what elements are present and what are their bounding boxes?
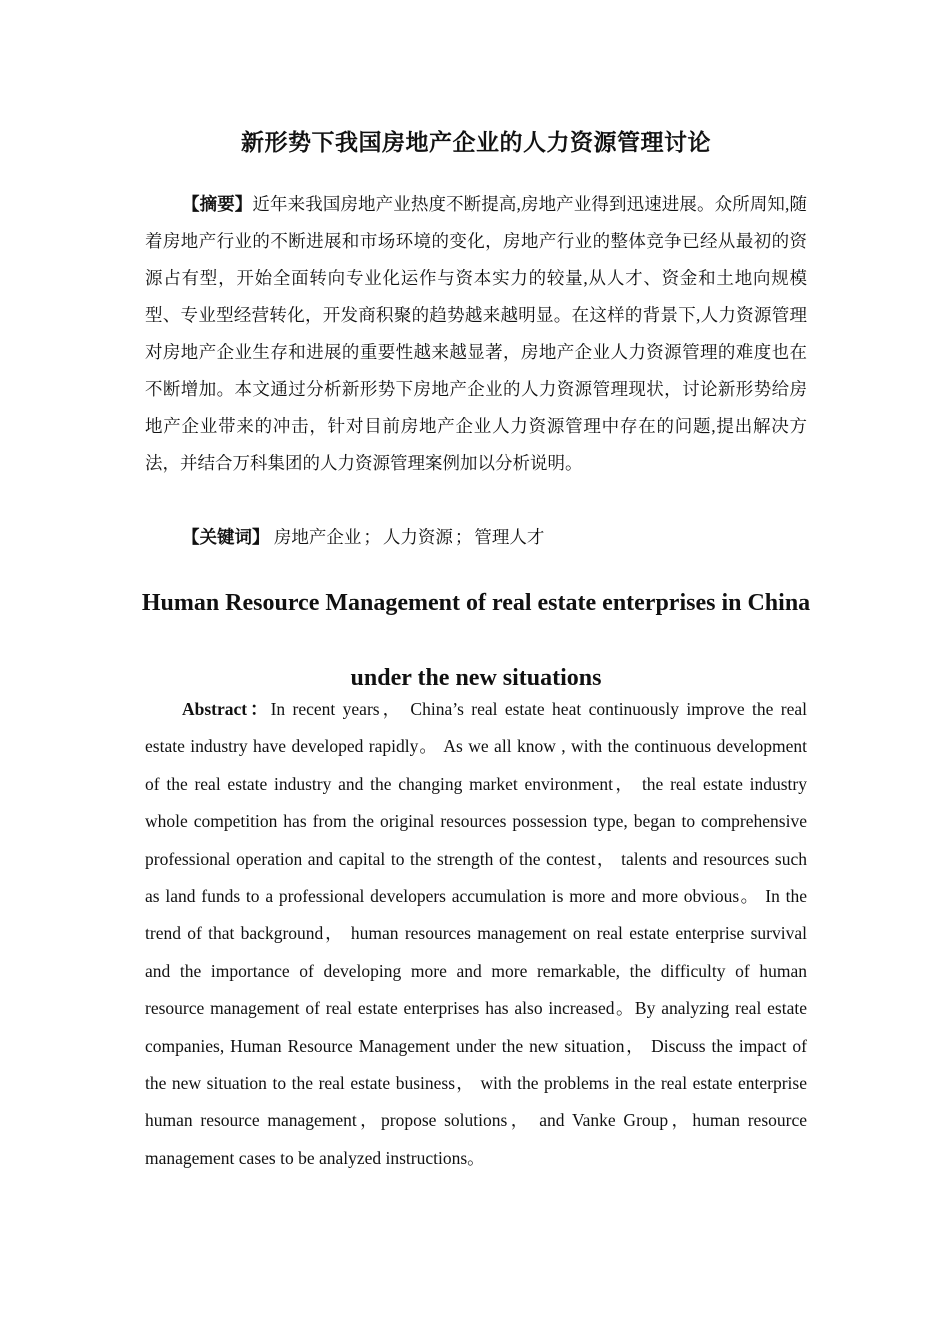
english-title: Human Resource Management of real estate enterprises in China under the new situations [141, 590, 811, 691]
english-abstract-text: In recent years， China’s real estate heat continuously improve the real estate industry have developed rapidly。 As we all know , with the continuous development of the real estate industry and the changing market environment， the real estate industry whole competition has from the original resources possession type, began to comprehensive professional operation and capital to the strength of the contest， talents and resources such as land funds to a professional developers accumulation is more and more obvious。 In the trend of that background， human resources management on real estate enterprise survival and the importance of developing more and more remarkable, the difficulty of human resource management of real estate enterprises has also increased。By analyzing real estate companies, Human Resource Management under the new situation， Discuss the impact of the new situation to the real estate business， with the problems in the real estate enterprise human resource management，propose solutions， and Vanke Group，human resource management cases to be analyzed instructions。 [145, 699, 807, 1168]
keyword-separator: ； [363, 527, 381, 547]
chinese-keywords [145, 519, 807, 556]
english-abstract [145, 691, 807, 1177]
chinese-keywords-label: 【关键词】 [182, 527, 270, 547]
chinese-abstract [145, 186, 807, 482]
keyword-item: 管理人才 [474, 527, 545, 547]
chinese-abstract-text: 近年来我国房地产业热度不断提高,房地产业得到迅速进展。众所周知,随着房地产行业的不断进展和市场环境的变化，房地产行业的整体竞争已经从最初的资源占有型，开始全面转向专业化运作与资本实力的较量,从人才、资金和土地向规模型、专业型经营转化，开发商积聚的趋势越来越明显。在这样的背景下,人力资源管理对房地产企业生存和进展的重要性越来越显著，房地产企业人力资源管理的难度也在不断增加。本文通过分析新形势下房地产企业的人力资源管理现状，讨论新形势给房地产企业带来的冲击，针对目前房地产企业人力资源管理中存在的问题,提出解决方法，并结合万科集团的人力资源管理案例加以分析说明。 [145, 194, 808, 473]
keyword-separator: ； [454, 527, 473, 547]
keyword-item: 人力资源 [382, 527, 453, 547]
english-abstract-label: Abstract： [182, 699, 271, 719]
keyword-item: 房地产企业 [273, 527, 362, 547]
chinese-title: 新形势下我国房地产企业的人力资源管理讨论 [241, 130, 711, 155]
chinese-abstract-label: 【摘要】 [182, 194, 253, 214]
